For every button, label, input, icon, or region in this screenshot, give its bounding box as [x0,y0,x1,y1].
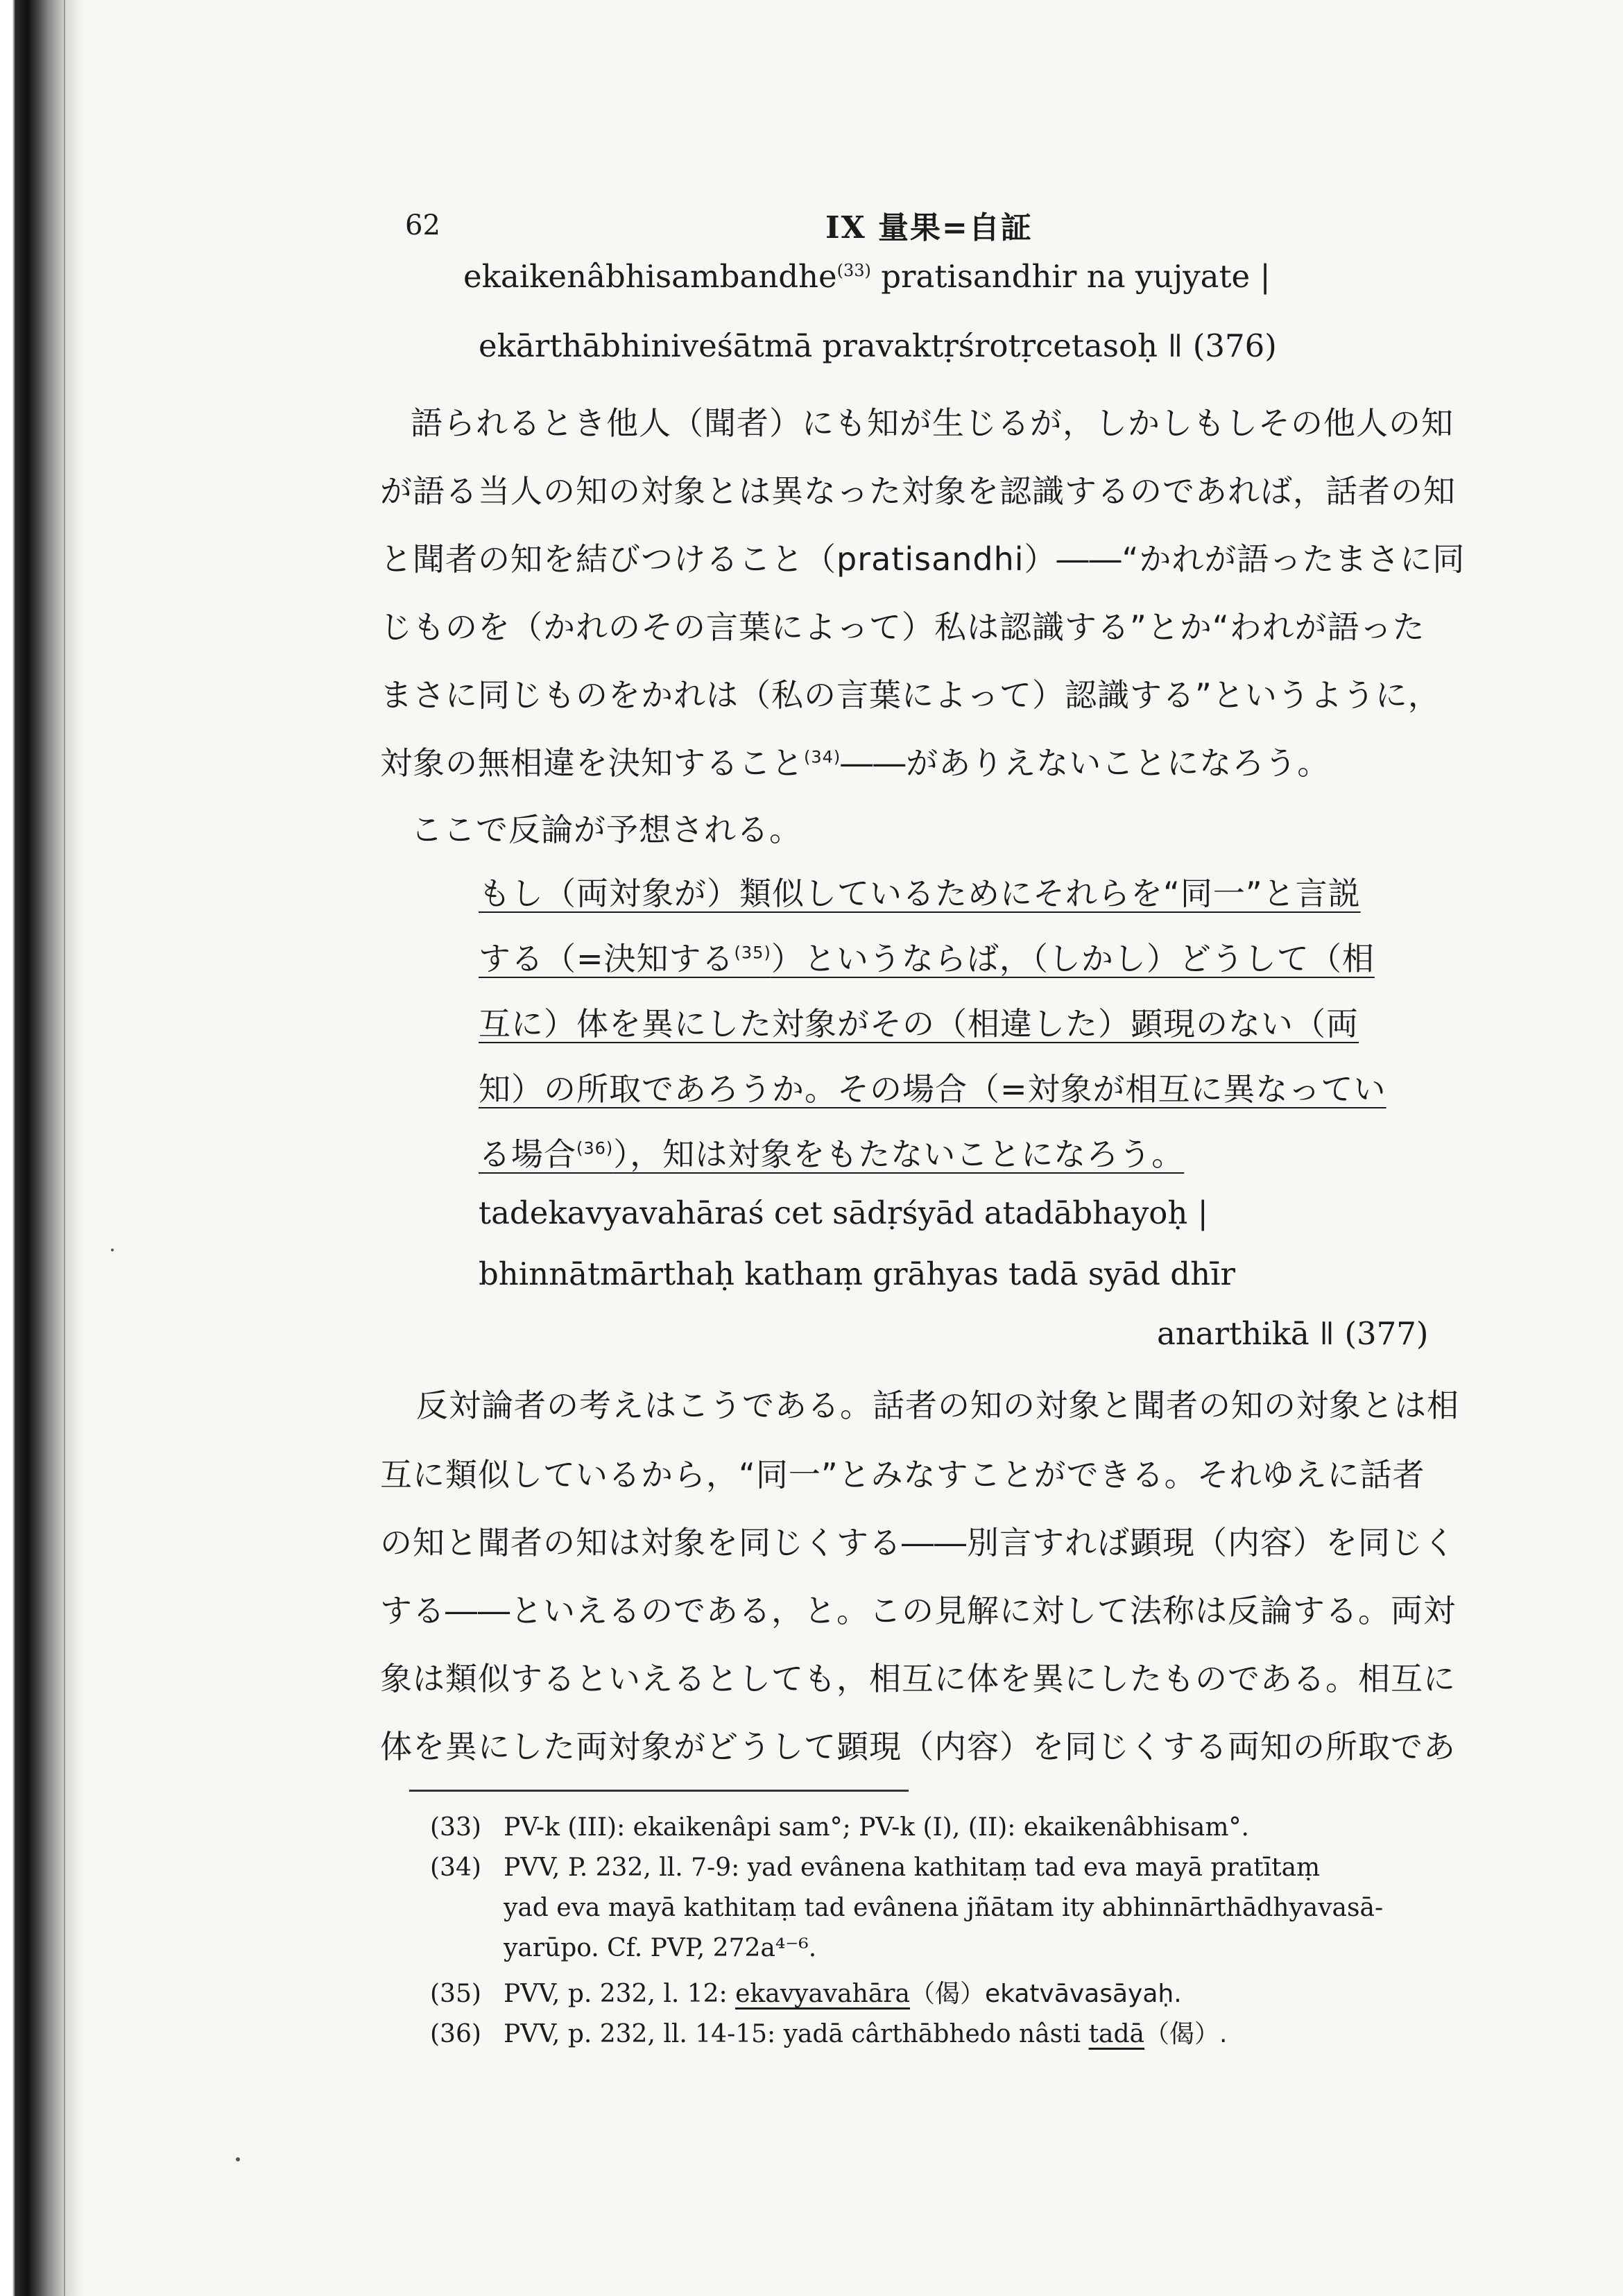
para1-line-6 [380,738,1330,784]
footnote-rule [409,1790,909,1792]
objection-line-4: 知）の所取であろうか。その場合（=対象が相互に異なってい [479,1070,1386,1108]
objection-line-3: 互に）体を異にした対象がその（相違した）顕現のない（両 [479,1005,1359,1043]
footnote-ref-34: (34) [804,747,841,767]
verse-text: pratisandhir na yujyate | [870,258,1271,295]
footnote-text: （偈）. [1144,2020,1228,2048]
footnote-text: PVV, P. 232, ll. 7-9: yad evânena kathitaṃ tad eva mayā pratītaṃ [504,1853,1321,1882]
footnote-36 [430,2014,1227,2050]
footnote-number: (35) [430,1980,481,2008]
objection-line-1: もし（両対象が）類似しているためにそれらを“同一”と言説 [479,875,1361,912]
footnote-34-line-3: yarūpo. Cf. PVP, 272a⁴⁻⁶. [504,1934,817,1962]
footnote-text: PV-k (III): ekaikenâpi sam°; PV-k (I), (II): ekaikenâbhisam°. [504,1813,1249,1842]
footnote-34-line-2: yad eva mayā kathitaṃ tad evânena jñātam ity abhinnārthādhyavasā- [504,1894,1384,1922]
para1-line-1: 語られるとき他人（聞者）にも知が生じるが，しかしもしその他人の知 [411,404,1454,442]
book-spine-shadow [0,0,83,2296]
footnote-number: (34) [430,1853,481,1882]
para2-line-4: する――といえるのである，と。この見解に対して法称は反論する。両対 [380,1592,1456,1629]
footnote-text: PVV, p. 232, ll. 14-15: yadā cârthābhedo nâsti [504,2020,1089,2048]
para1-line-3: と聞者の知を結びつけること（pratisandhi）――“かれが語ったまさに同 [380,540,1466,578]
scan-speck [111,1249,114,1251]
footnote-number: (36) [430,2020,481,2048]
para2-line-1: 反対論者の考えはこうである。話者の知の対象と聞者の知の対象とは相 [416,1387,1459,1424]
objection-text: ）というならば，（しかし）どうして（相 [771,940,1375,977]
footnote-text: PVV, p. 232, l. 12: [504,1980,736,2008]
footnote-underlined-term: ekavyavahāra [735,1980,910,2008]
para1-line-2: が語る当人の知の対象とは異なった対象を認識するのであれば，話者の知 [380,472,1456,510]
objection-line-5 [479,1129,1184,1175]
objection-line-2 [479,934,1375,979]
para2-line-3: の知と聞者の知は対象を同じくする――別言すれば顕現（内容）を同じく [380,1524,1456,1561]
footnote-ref-35: (35) [734,943,771,963]
verse-377-line-3: anarthikā ǁ (377) [1157,1315,1429,1352]
scan-speck [236,2157,240,2161]
footnote-ref-33: (33) [836,261,871,280]
page-number: 62 [405,209,440,241]
verse-text: ekaikenâbhisambandhe [463,258,837,295]
para2-line-6: 体を異にした両対象がどうして顕現（内容）を同じくする両知の所取であ [380,1728,1456,1765]
para2-line-2: 互に類似しているから，“同一”とみなすことができる。それゆえに話者 [380,1456,1425,1493]
footnote-text: （偈）ekatvāvasāyaḥ. [909,1980,1182,2008]
objection-text: する（=決知する [479,940,735,977]
footnote-ref-36: (36) [576,1138,614,1158]
verse-377-line-2: bhinnātmārthaḥ kathaṃ grāhyas tadā syād dhīr [479,1256,1235,1292]
para-text: ――がありえないことになろう。 [841,744,1330,782]
running-title: IX 量果=自証 [825,210,1033,246]
para2-line-5: 象は類似するといえるとしても，相互に体を異にしたものである。相互に [380,1660,1456,1697]
verse-376-line-1 [463,258,1271,295]
footnote-35 [430,1974,1182,2010]
objection-text: る場合 [479,1136,576,1173]
verse-377-line-1: tadekavyavahāraś cet sādṛśyād atadābhayoḥ | [479,1194,1208,1231]
footnote-underlined-term: tadā [1088,2020,1144,2048]
objection-intro: ここで反論が予想される。 [411,811,802,848]
para-text: 対象の無相違を決知すること [380,744,804,782]
footnote-33 [430,1813,1249,1842]
footnote-number: (33) [430,1813,481,1842]
spine-line [64,0,65,2296]
footnote-34 [430,1853,1320,1882]
verse-376-line-2: ekārthābhiniveśātmā pravaktṛśrotṛcetasoḥ ǁ (376) [479,327,1277,364]
para1-line-5: まさに同じものをかれは（私の言葉によって）認識する”というように， [380,676,1441,714]
objection-text: ），知は対象をもたないことになろう。 [613,1136,1185,1173]
para1-line-4: じものを（かれのその言葉によって）私は認識する”とか“われが語った [380,608,1425,646]
